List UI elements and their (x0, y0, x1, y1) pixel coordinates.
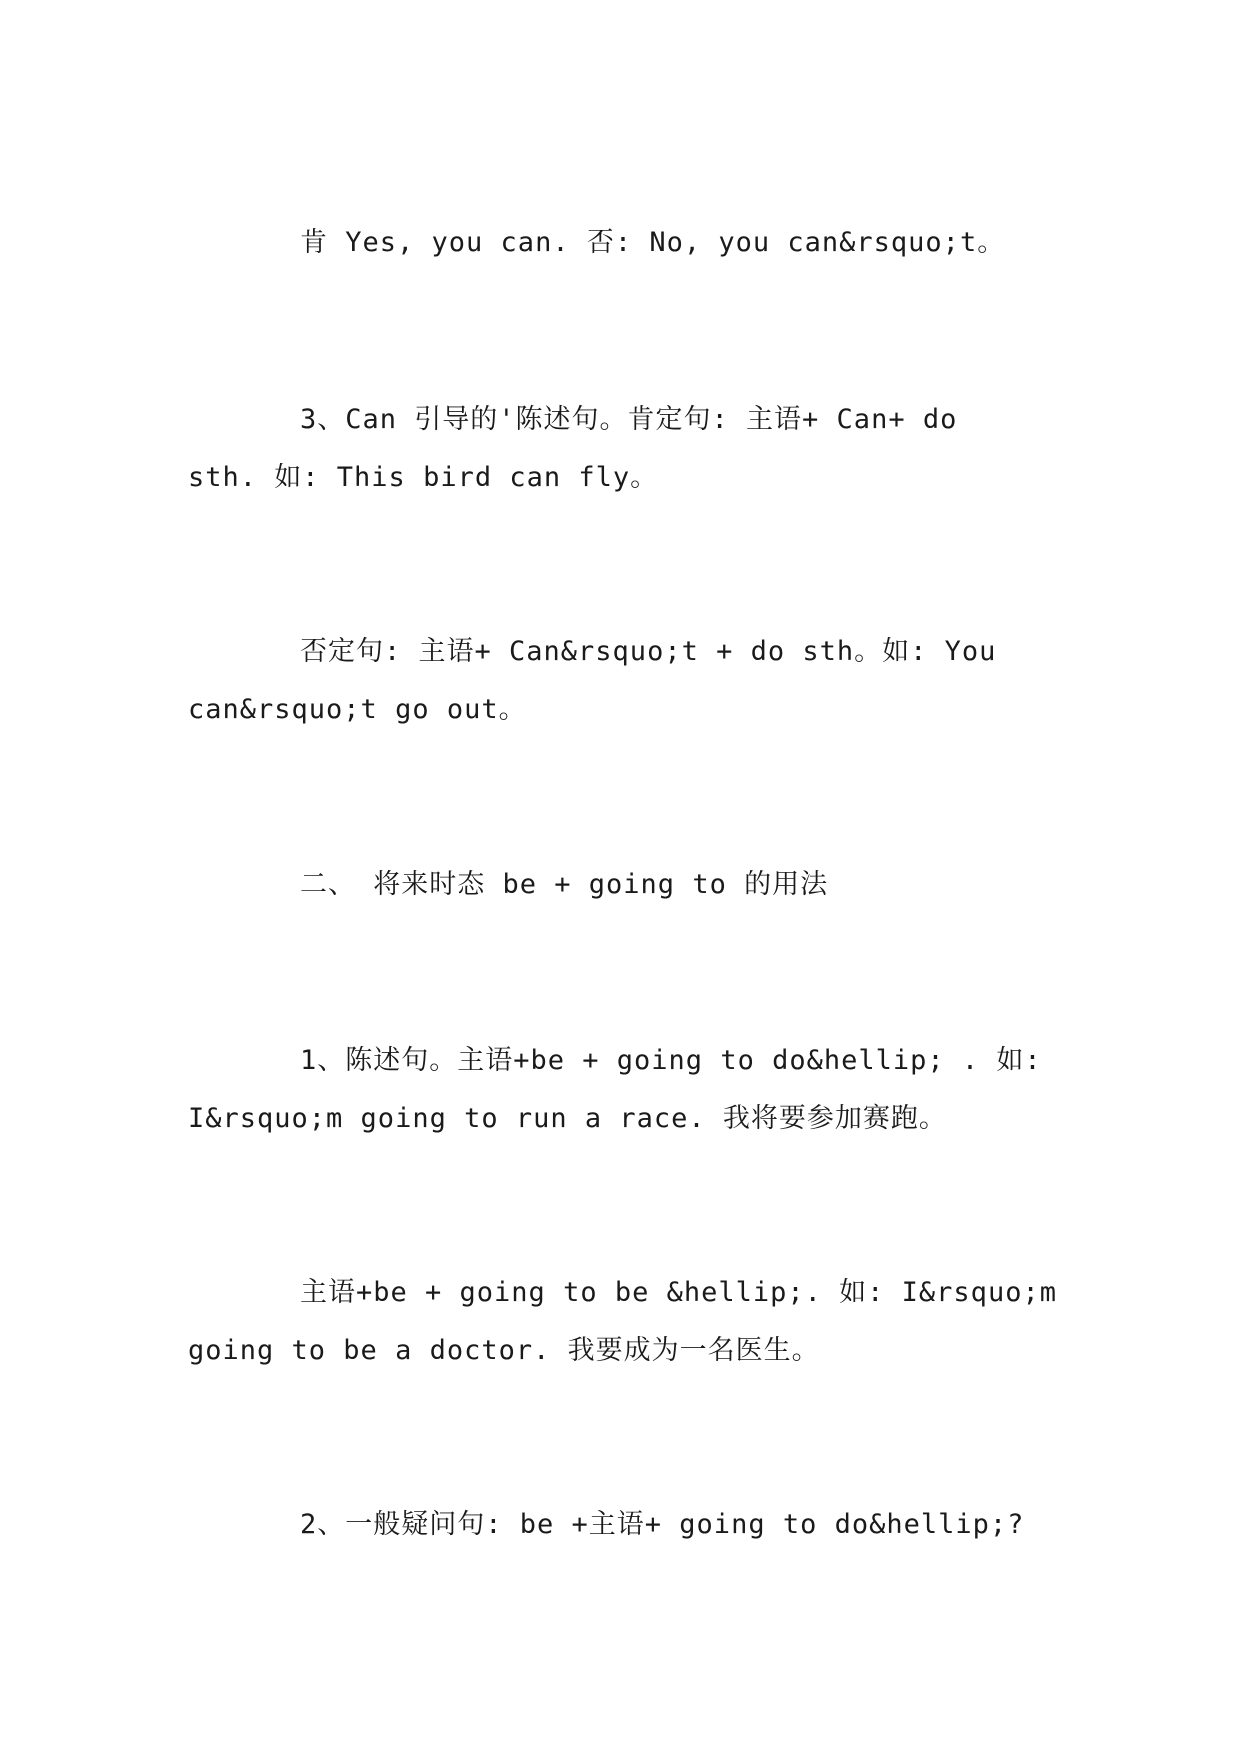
text-line: going to be a doctor. 我要成为一名医生。 (188, 1335, 820, 1366)
section-heading-future-tense (188, 856, 1056, 914)
text-line: 2、一般疑问句: be +主语+ going to do&hellip;? (300, 1509, 1025, 1540)
paragraph-negative-sentence (188, 623, 1056, 739)
text-line: sth. 如: This bird can fly。 (188, 462, 659, 493)
text-line: 1、陈述句。主语+be + going to do&hellip; . 如: (300, 1045, 1042, 1076)
paragraph-short-answer (188, 214, 1056, 272)
paragraph-future-statement (188, 1032, 1056, 1148)
text-line: 否定句: 主语+ Can&rsquo;t + do sth。如: You (300, 636, 997, 667)
paragraph-general-question (188, 1496, 1056, 1554)
text-line: 主语+be + going to be &hellip;. 如: I&rsquo;m (300, 1277, 1057, 1308)
text-line: 3、Can 引导的'陈述句。肯定句: 主语+ Can+ do (300, 404, 958, 435)
paragraph-can-statement (188, 391, 1056, 507)
paragraph-future-be (188, 1264, 1056, 1380)
text-line: 肯 Yes, you can. 否: No, you can&rsquo;t。 (300, 227, 1006, 258)
text-line: can&rsquo;t go out。 (188, 694, 527, 725)
text-line: I&rsquo;m going to run a race. 我将要参加赛跑。 (188, 1103, 947, 1134)
text-line: 二、 将来时态 be + going to 的用法 (300, 869, 829, 900)
